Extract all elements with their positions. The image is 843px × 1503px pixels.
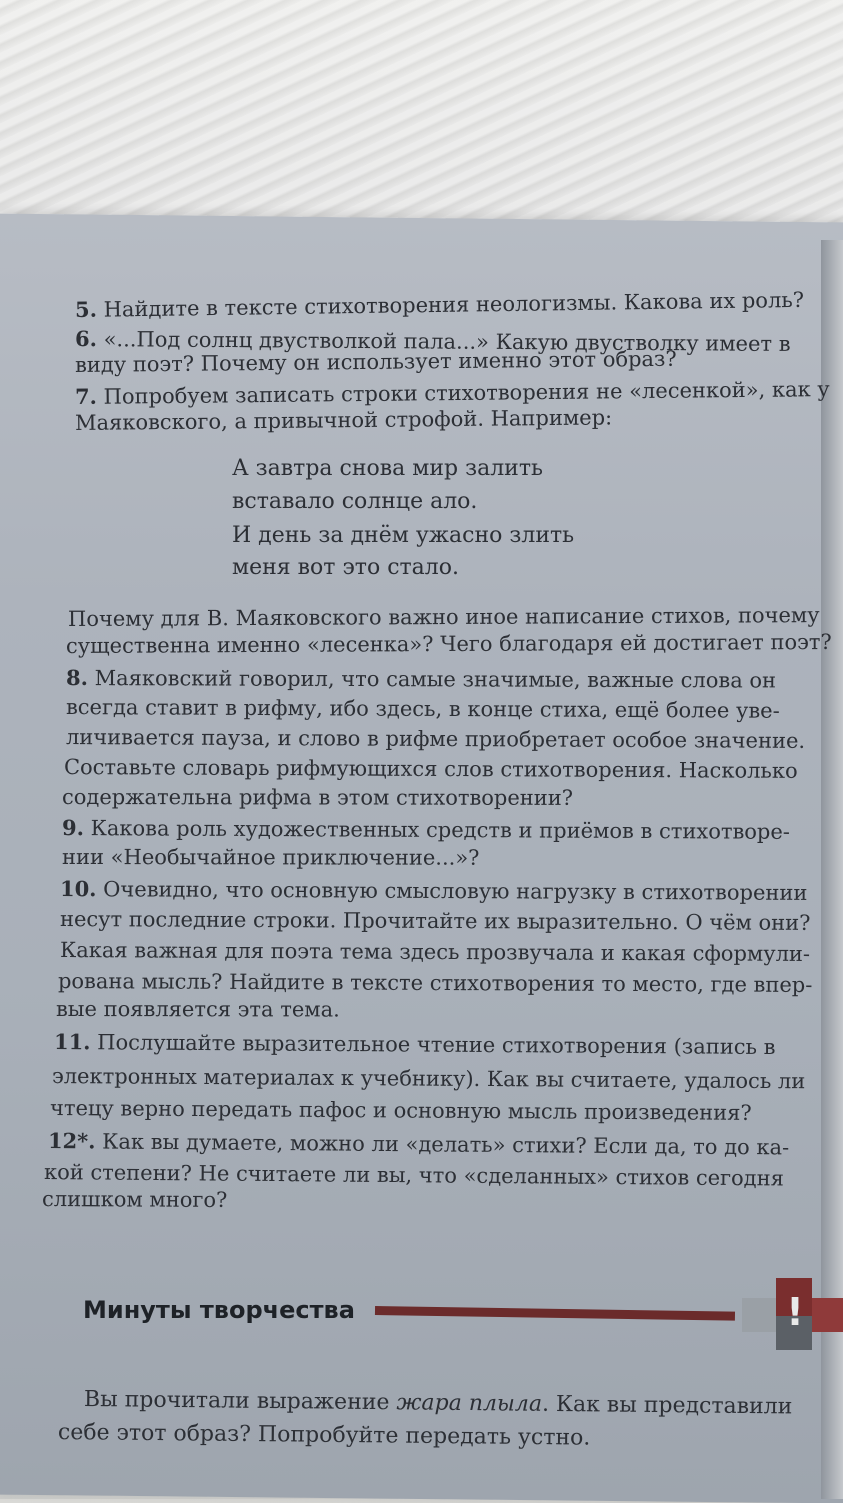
section-paragraph-line-1: Вы прочитали выражение жара плыла. Как вы представили [83,1387,793,1420]
question-number: 7. [74,383,98,409]
exclamation-icon: ! [786,1290,804,1334]
text-line: существенна именно «лесенка»? Чего благодаря ей достигает поэт? [65,629,832,658]
section-paragraph-line-2: себе этот образ? Попробуйте передать устно. [57,1420,591,1451]
question-8-line-1: 8. Маяковский говорил, что самые значимые, важные слова он [65,665,777,693]
question-text: Маяковского, а привычной строфой. Например: [74,405,613,435]
question-5 [75,288,804,322]
text-line: несут последние строки. Прочитайте их выразительно. О чём они? [59,907,811,935]
text-line: Составьте словарь рифмующихся слов стихотворения. Насколько [63,755,798,783]
text-line: слишком много? [41,1187,228,1212]
text-line: содержательна рифма в этом стихотворении? [61,785,574,810]
text-line: вые появляется эта тема. [55,997,340,1022]
question-text: виду поэт? Почему он использует именно этот образ? [74,346,677,377]
text-line: чтецу верно передать пафос и основную мысль произведения? [49,1096,752,1125]
section-title: Минуты творчества [83,1296,355,1324]
poem-line-1: А завтра снова мир залить [232,456,543,481]
question-6-line-2 [75,347,677,377]
poem-line-3: И день за днём ужасно злить [232,523,575,548]
question-7-line-2 [75,405,612,435]
text-line: Какая важная для поэта тема здесь прозвучала и какая сформули- [59,938,811,966]
section-marker [742,1278,843,1358]
question-9-line-1: 9. Какова роль художественных средств и приёмов в стихотворе- [61,815,791,844]
question-text: «...Под солнц двустволкой пала...» Какую двустволку имеет в [96,327,791,356]
question-11-line-1: 11. Послушайте выразительное чтение стихотворения (запись в [53,1029,776,1060]
text-line: всегда ставит в рифму, ибо здесь, в конце стиха, ещё более уве- [65,695,780,723]
question-12-line-1: 12*. Как вы думаете, можно ли «делать» стихи? Если да, то до ка- [47,1128,790,1160]
text-line: электронных материалах к учебнику). Как вы считаете, удалось ли [51,1064,806,1094]
italic-phrase: жара плыла [396,1390,543,1417]
text-line: кой степени? Не считаете ли вы, что «сделанных» стихов сегодня [43,1160,785,1191]
question-text: Попробуем записать строки стихотворения не «лесенкой», как у [96,377,830,409]
text-line: личивается пауза, и слово в рифме приобретает особое значение. [65,725,806,753]
text-line: нии «Необычайное приключение...»? [61,845,480,870]
text-line: рована мысль? Найдите в тексте стихотворения то место, где впер- [57,969,813,997]
poem-line-2: вставало солнце ало. [232,489,478,514]
question-number: 5. [74,296,98,322]
question-10-line-1: 10. Очевидно, что основную смысловую нагрузку в стихотворении [59,876,808,905]
section-title-bar [375,1306,735,1321]
question-number: 6. [74,326,98,352]
question-7-line-1 [75,377,830,409]
poem-line-4: меня вот это стало. [232,555,460,580]
question-text: Найдите в тексте стихотворения неологизмы. Какова их роль? [96,287,805,322]
text-line: Почему для В. Маяковского важно иное написание стихов, почему [67,603,820,631]
